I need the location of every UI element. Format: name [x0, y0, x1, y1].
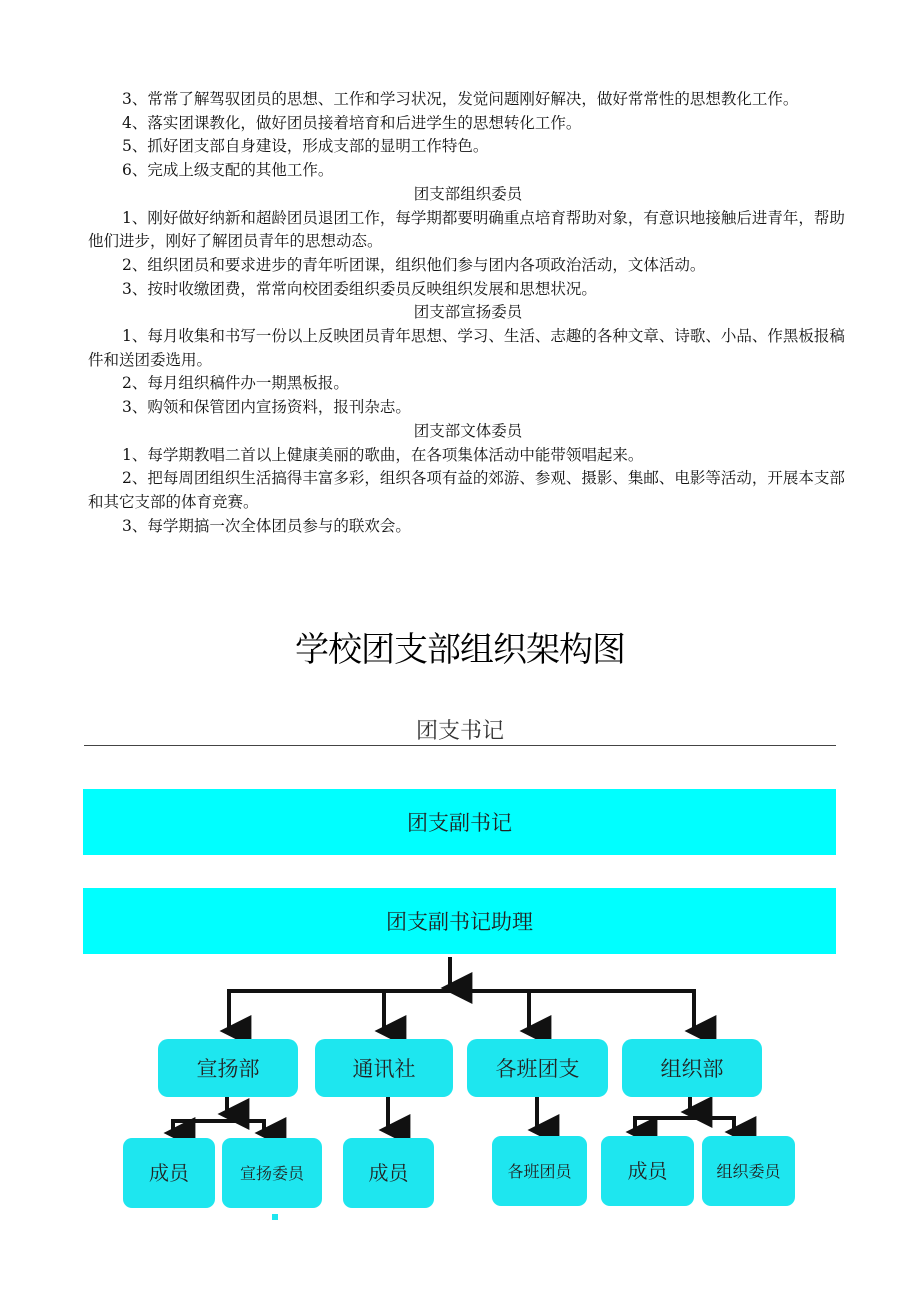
duty-item: 3、每学期搞一次全体团员参与的联欢会。	[122, 516, 411, 535]
node-deputy-secretary-label: 团支副书记	[407, 811, 512, 835]
node-secretary: 团支书记	[415, 719, 504, 744]
duty-item: 3、按时收缴团费，常常向校团委组织委员反映组织发展和思想状况。	[122, 279, 597, 298]
duty-item: 2、每月组织稿件办一期黑板报。	[122, 374, 349, 393]
node-organization-dept-label: 组织部	[660, 1057, 724, 1081]
node-news-members	[343, 1138, 434, 1208]
node-org-committee-label: 组织委员	[716, 1161, 781, 1181]
duty-item: 5、抓好团支部自身建设，形成支部的显明工作特色。	[122, 137, 489, 156]
node-propaganda-committee-label: 宣扬委员	[240, 1163, 305, 1183]
node-assistant-label: 团支副书记助理	[386, 910, 533, 934]
duty-item: 1、刚好做好纳新和超龄团员退团工作，每学期都要明确重点培育帮助对象，有意识地接触后进青年，帮助他们进步，刚好了解团员青年的思想动态。	[88, 208, 845, 251]
node-org-committee	[702, 1136, 795, 1206]
org-chart-title: 学校团支部组织架构图	[295, 630, 625, 670]
node-org-members	[601, 1136, 694, 1206]
decorative-dot	[272, 1214, 278, 1220]
node-news-members-label: 成员	[368, 1160, 409, 1185]
duty-item: 2、把每周团组织生活搞得丰富多彩，组织各项有益的郊游、参观、摄影、集邮、电影等活动，开展本支部和其它支部的体育竞赛。	[88, 469, 845, 511]
node-propaganda-members	[123, 1138, 215, 1208]
node-propaganda-committee	[222, 1138, 322, 1208]
node-class-branches	[467, 1039, 608, 1097]
node-organization-dept	[622, 1039, 762, 1097]
duty-item: 3、常常了解驾驭团员的思想、工作和学习状况，发觉问题刚好解决，做好常常性的思想教化工作。	[122, 90, 799, 108]
node-class-members-label: 各班团员	[507, 1161, 572, 1181]
duty-item: 3、购领和保管团内宣扬资料，报刊杂志。	[122, 398, 411, 417]
duty-item: 2、组织团员和要求进步的青年听团课，组织他们参与团内各项政治活动，文体活动。	[122, 255, 706, 274]
section-heading-organization: 团支部组织委员	[413, 184, 523, 203]
node-propaganda-members-label: 成员	[149, 1160, 189, 1185]
section-heading-culture-sports: 团支部文体委员	[413, 421, 523, 440]
node-propaganda-dept-label: 宣扬部	[196, 1057, 260, 1081]
node-propaganda-dept	[158, 1039, 298, 1097]
node-org-members-label: 成员	[627, 1158, 668, 1183]
duty-item: 4、落实团课教化，做好团员接着培育和后进学生的思想转化工作。	[122, 113, 582, 132]
node-news-agency-label: 通讯社	[352, 1057, 416, 1081]
duty-item: 1、每学期教唱二首以上健康美丽的歌曲，在各项集体活动中能带领唱起来。	[122, 445, 644, 464]
node-news-agency	[315, 1039, 453, 1097]
node-class-members	[492, 1136, 587, 1206]
duty-item: 1、每月收集和书写一份以上反映团员青年思想、学习、生活、志趣的各种文章、诗歌、小品、作黑板报稿件和送团委选用。	[88, 327, 845, 369]
duty-item: 6、完成上级支配的其他工作。	[122, 161, 334, 180]
node-class-branches-label: 各班团支	[495, 1057, 580, 1081]
section-heading-propaganda: 团支部宣扬委员	[413, 303, 523, 322]
